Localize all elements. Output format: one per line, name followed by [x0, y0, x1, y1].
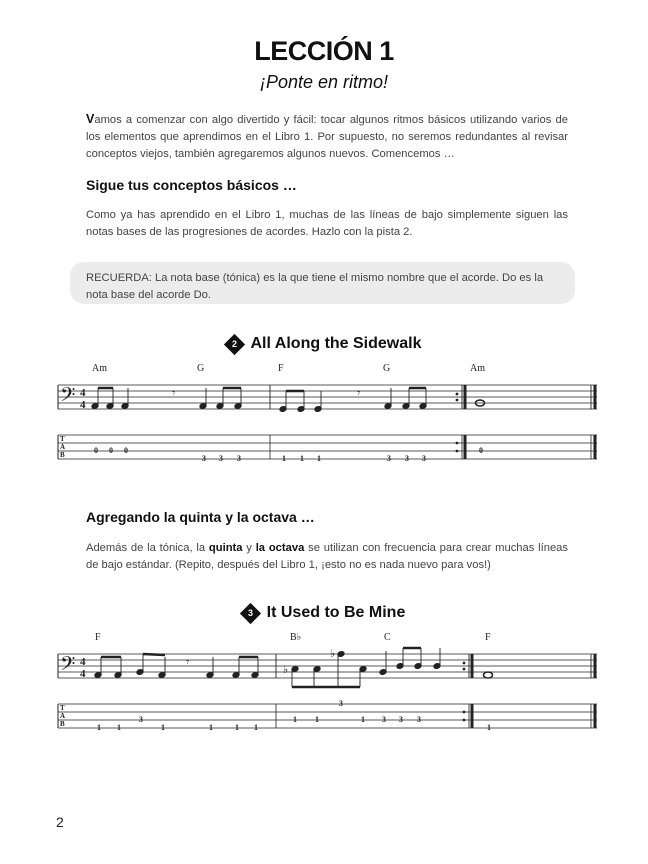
song2-title — [0, 604, 648, 622]
svg-text:𝄾: 𝄾 — [186, 655, 190, 669]
svg-text:𝄾: 𝄾 — [172, 386, 176, 400]
tab-number: 1 — [487, 723, 491, 732]
tab-number: 3 — [387, 454, 391, 463]
tab-number: 3 — [399, 715, 403, 724]
song2-title-text: It Used to Be Mine — [266, 604, 406, 621]
tab-number: 3 — [237, 454, 241, 463]
svg-text:♭: ♭ — [330, 648, 336, 660]
tab-label: A — [60, 712, 66, 720]
bold-term: la octava — [255, 542, 305, 554]
tab-label: B — [60, 451, 65, 459]
song1-notation — [0, 355, 648, 470]
tab-number: 3 — [382, 715, 386, 724]
time-signature: 4 — [80, 668, 86, 680]
bass-clef-icon: 𝄢 — [60, 654, 76, 680]
drop-cap: V — [86, 112, 95, 126]
tab-number: 1 — [254, 723, 258, 732]
chord-symbol: B♭ — [290, 632, 302, 643]
chord-symbol: C — [384, 632, 391, 643]
reminder-text: RECUERDA: La nota base (tónica) es la que tiene el mismo nombre que el acorde. Do es la nota base del acorde Do. — [86, 272, 544, 301]
tab-number: 1 — [117, 723, 121, 732]
svg-text:♭: ♭ — [283, 664, 289, 676]
tab-number: 1 — [161, 723, 165, 732]
tab-number: 3 — [417, 715, 421, 724]
section1-paragraph: Como ya has aprendido en el Libro 1, muchas de las líneas de bajo simplemente siguen las notas bases de las progresiones de acordes. Hazlo con la pista 2. — [86, 209, 568, 238]
tab-number: 0 — [94, 446, 98, 455]
tab-number: 3 — [202, 454, 206, 463]
tab-number: 1 — [300, 454, 304, 463]
tab-label: T — [60, 435, 65, 443]
chord-symbol: Am — [92, 363, 107, 374]
tab-number: 1 — [293, 715, 297, 724]
tab-number: 1 — [209, 723, 213, 732]
tab-number: 3 — [139, 715, 143, 724]
chord-symbol: G — [197, 363, 205, 374]
tab-number: 0 — [109, 446, 113, 455]
tab-label: T — [60, 704, 65, 712]
bold-term: quinta — [208, 542, 243, 554]
chord-symbol: F — [485, 632, 491, 643]
tab-number: 1 — [315, 715, 319, 724]
lesson-subtitle: ¡Ponte en ritmo! — [259, 72, 389, 92]
chord-symbol: G — [383, 363, 391, 374]
chord-symbol: F — [278, 363, 284, 374]
time-signature: 4 — [80, 387, 86, 399]
tab-number: 1 — [282, 454, 286, 463]
time-signature: 4 — [80, 656, 86, 668]
notes — [91, 386, 484, 412]
tab-staff — [58, 435, 597, 459]
section2-paragraph: Además de la tónica, la quinta y la octava se utilizan con frecuencia para crear muchas líneas de bajo estándar. (Repito, después del Libro 1, ¡esto no es nada nuevo para vos!) — [86, 542, 568, 571]
section1-heading: Sigue tus conceptos básicos … — [86, 177, 297, 193]
tab-number: 1 — [317, 454, 321, 463]
tab-number: 0 — [124, 446, 128, 455]
song2-notation — [0, 624, 648, 739]
song1-title-text: All Along the Sidewalk — [250, 335, 422, 352]
bass-clef-icon: 𝄢 — [60, 385, 76, 411]
tab-number: 0 — [479, 446, 483, 455]
tab-number: 1 — [361, 715, 365, 724]
chord-symbol: Am — [470, 363, 485, 374]
svg-text:𝄾: 𝄾 — [357, 386, 361, 400]
time-signature: 4 — [80, 399, 86, 411]
intro-paragraph — [86, 111, 568, 162]
tab-label: B — [60, 720, 65, 728]
staff — [58, 385, 597, 409]
song1-title — [0, 335, 648, 353]
track-number-badge: 2 — [223, 334, 244, 355]
tab-label: A — [60, 443, 66, 451]
tab-number: 3 — [219, 454, 223, 463]
track-number-badge: 3 — [240, 603, 261, 624]
tab-number: 3 — [422, 454, 426, 463]
tab-number: 3 — [339, 699, 343, 708]
tab-number: 1 — [97, 723, 101, 732]
chord-symbol: F — [95, 632, 101, 643]
lesson-title: LECCIÓN 1 — [254, 36, 394, 66]
tab-number: 3 — [405, 454, 409, 463]
intro-text: amos a comenzar con algo divertido y fácil: tocar algunos ritmos básicos utilizando varios de los elementos que aprendimos en el Libro 1. Por supuesto, no seremos redundantes al revisar conceptos viejos, también agregaremos algunos nuevos. Comencemos … — [86, 114, 568, 160]
page-number: 2 — [56, 814, 64, 830]
tab-number: 1 — [235, 723, 239, 732]
section2-heading: Agregando la quinta y la octava … — [86, 509, 315, 525]
